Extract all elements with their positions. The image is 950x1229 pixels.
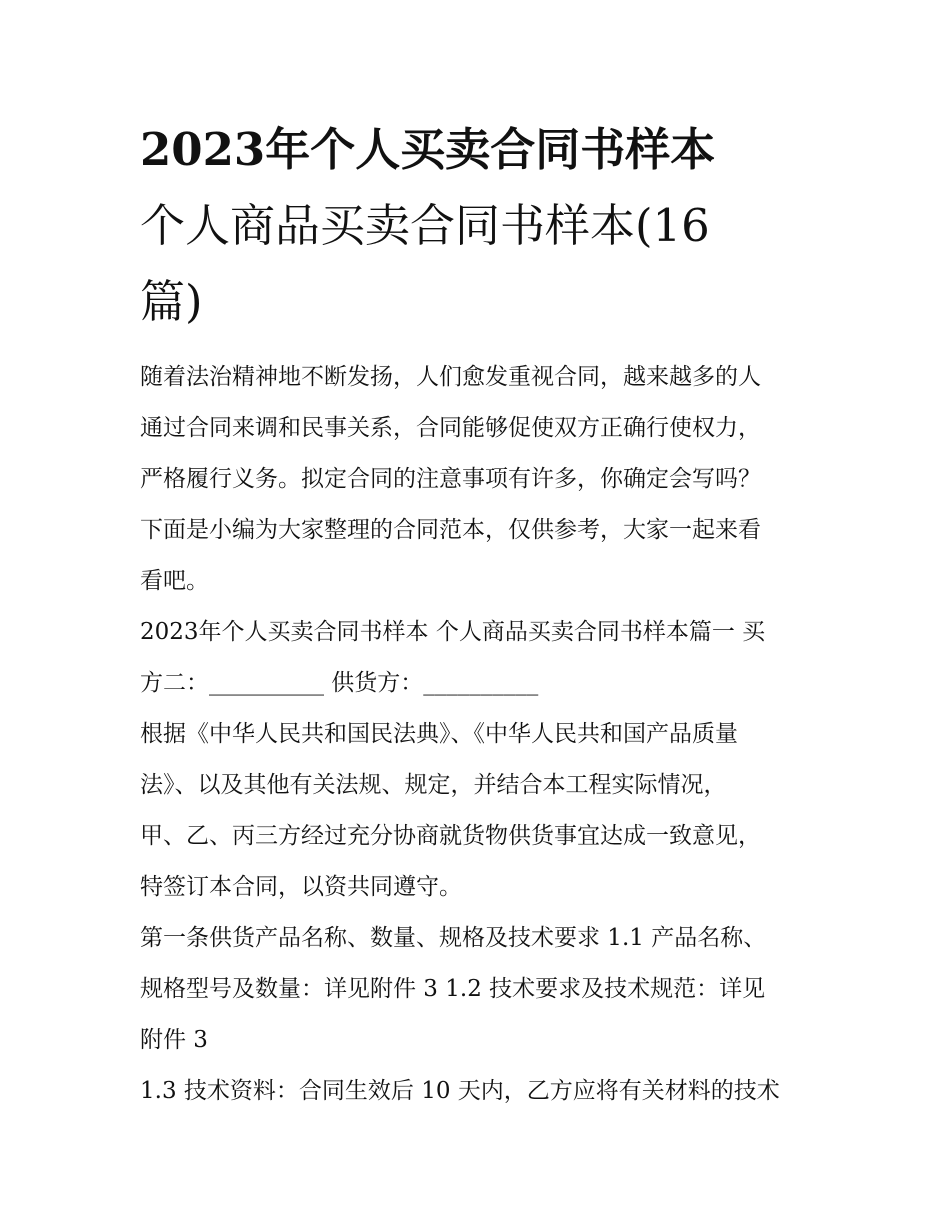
text-line: 通过合同来调和民事关系，合同能够促使双方正确行使权力， bbox=[140, 415, 761, 441]
parties-paragraph bbox=[140, 607, 820, 709]
text-line: 规格型号及数量：详见附件 3 1.2 技术要求及技术规范：详见 bbox=[140, 976, 766, 1002]
text-line: 1.3 技术资料：合同生效后 10 天内，乙方应将有关材料的技术 bbox=[140, 1078, 780, 1104]
document-title bbox=[140, 112, 820, 340]
text-line: 甲、乙、丙三方经过充分协商就货物供货事宜达成一致意见， bbox=[140, 823, 761, 849]
text-line: 方二：__________ 供货方：__________ bbox=[140, 670, 539, 696]
text-line: 2023年个人买卖合同书样本 个人商品买卖合同书样本篇一 买 bbox=[140, 619, 766, 645]
technical-data-paragraph bbox=[140, 1066, 820, 1117]
title-line-1: 2023年个人买卖合同书样本 bbox=[140, 123, 716, 176]
text-line: 附件 3 bbox=[140, 1027, 208, 1053]
text-line: 法》、以及其他有关法规、规定，并结合本工程实际情况， bbox=[140, 772, 727, 798]
text-line: 严格履行义务。拟定合同的注意事项有许多，你确定会写吗？ bbox=[140, 466, 761, 492]
document-page bbox=[140, 112, 820, 1117]
title-line-2: 个人商品买卖合同书样本(16 bbox=[140, 199, 710, 252]
article-one-paragraph bbox=[140, 913, 820, 1066]
text-line: 第一条供货产品名称、数量、规格及技术要求 1.1 产品名称、 bbox=[140, 925, 767, 951]
text-line: 下面是小编为大家整理的合同范本，仅供参考，大家一起来看 bbox=[140, 517, 761, 543]
text-line: 看吧。 bbox=[140, 568, 209, 594]
text-line: 随着法治精神地不断发扬，人们愈发重视合同，越来越多的人 bbox=[140, 364, 761, 390]
legal-basis-paragraph bbox=[140, 709, 820, 913]
text-line: 根据《中华人民共和国民法典》、《中华人民共和国产品质量 bbox=[140, 721, 738, 747]
document-body bbox=[140, 352, 820, 1117]
intro-paragraph bbox=[140, 352, 820, 607]
title-line-3: 篇) bbox=[140, 275, 203, 328]
text-line: 特签订本合同，以资共同遵守。 bbox=[140, 874, 462, 900]
